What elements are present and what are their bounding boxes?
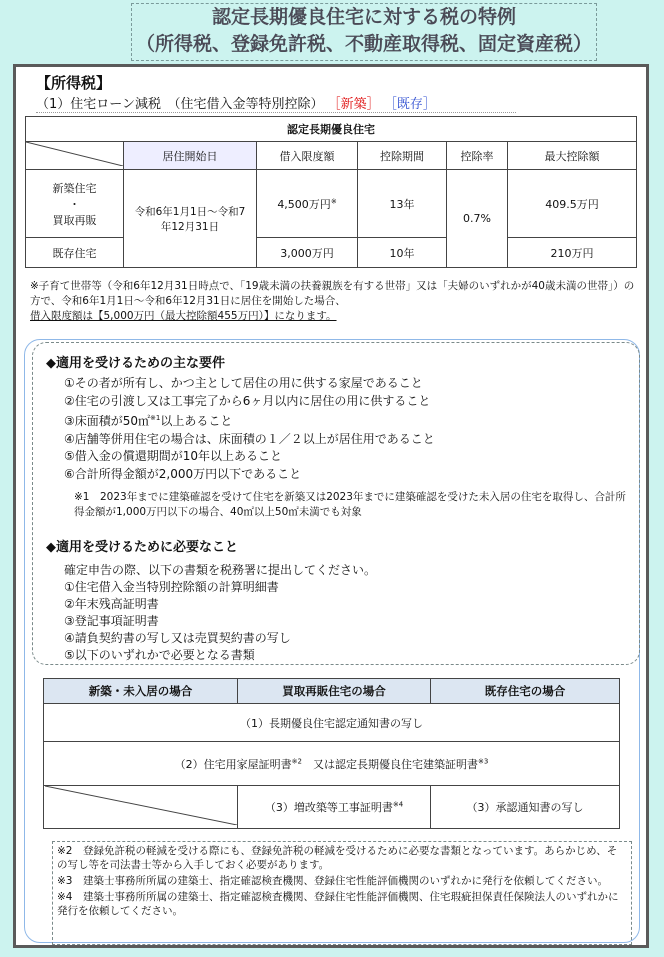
page-title <box>131 3 597 61</box>
loan-heading <box>36 93 516 113</box>
footnotes-box <box>52 841 632 945</box>
new-limit: 4,500万円※ <box>257 170 358 238</box>
requirements-list <box>64 375 435 483</box>
documents-list <box>64 562 376 664</box>
childcare-note-underline: 借入限度額は【5,000万円（最大控除額455万円）】になります。 <box>30 310 337 322</box>
diagonal-line <box>26 142 123 166</box>
header-new: 新築・未入居の場合 <box>44 679 238 704</box>
footnote-2: ※2 登録免許税の軽減を受ける際にも、登録免許税の軽減を受けるために必要な書類となっています。あらかじめ、その写し等を司法書士等から入手しておく必要があります。 <box>57 845 618 871</box>
new-period: 13年 <box>358 170 447 238</box>
list-item: ⑤以下のいずれかで必要となる書類 <box>64 648 255 662</box>
loan-label: （1）住宅ローン減税 （住宅借入金等特別控除） <box>36 97 324 112</box>
new-max: 409.5万円 <box>508 170 637 238</box>
documents-heading: ◆適用を受けるために必要なこと <box>46 540 238 555</box>
list-item: ①その者が所有し、かつ主として居住の用に供する家屋であること <box>64 376 423 390</box>
footnote-3: ※3 建築士事務所所属の建築士、指定確認検査機関、登録住宅性能評価機関のいずれかに発行を依頼してください。 <box>57 875 608 887</box>
documents-intro: 確定申告の際、以下の書類を税務署に提出してください。 <box>64 563 377 577</box>
header-date: 居住開始日 <box>124 142 257 170</box>
header-max: 最大控除額 <box>508 142 637 170</box>
header-resale: 買取再販住宅の場合 <box>238 679 431 704</box>
rate-cell: 0.7% <box>447 170 508 268</box>
header-existing: 既存住宅の場合 <box>431 679 620 704</box>
doc-row-3b: （3）承認通知書の写し <box>431 786 620 829</box>
list-item: ④店舗等併用住宅の場合は、床面積の１／２以上が居住用であること <box>64 431 435 446</box>
list-item: ②年末残高証明書 <box>64 597 159 611</box>
row-exist-label: 既存住宅 <box>26 238 124 268</box>
footnote-1: ※1 2023年までに建築確認を受けて住宅を新築又は2023年までに建築確認を受けた未入居の住宅を取得し、合計所得金額が1,000万円以下の場合、40㎡以上50㎡未満でも対象 <box>74 491 626 518</box>
diagonal-cell <box>44 786 238 829</box>
list-item: ④請負契約書の写し又は売買契約書の写し <box>64 631 291 645</box>
header-rate: 控除率 <box>447 142 508 170</box>
date-cell: 令和6年1月1日～令和7年12月31日 <box>124 170 257 268</box>
list-item: ⑥合計所得金額が2,000万円以下であること <box>64 466 302 481</box>
doc-row-3a: （3）増改築等工事証明書$^{※4}$ <box>238 786 431 829</box>
list-item: ③登記事項証明書 <box>64 614 159 628</box>
title-line1: 認定長期優良住宅に対する税の特例 <box>211 6 516 28</box>
list-item: ②住宅の引渡し又は工事完了から6ヶ月以内に居住の用に供すること <box>64 393 431 408</box>
header-limit: 借入限度額 <box>257 142 358 170</box>
list-item: ③床面積が50㎡$^{※1}$以上あること <box>64 414 233 428</box>
exist-limit: 3,000万円 <box>257 238 358 268</box>
list-item: ⑤借入金の償還期間が10年以上あること <box>64 449 283 463</box>
new-tag: ［新築］ <box>327 97 380 112</box>
row-new-label: 新築住宅 ・ 買取再販 <box>26 170 124 238</box>
doc-row-2: （2）住宅用家屋証明書$^{※2}$ 又は認定長期優良住宅建築証明書$^{※3}$ <box>44 742 620 786</box>
title-line2: （所得税、登録免許税、不動産取得税、固定資産税） <box>135 33 592 55</box>
footnote-4: ※4 建築士事務所所属の建築士、指定確認検査機関、登録住宅性能評価機関、住宅瑕疵担保責任保険法人のいずれかに発行を依頼してください。 <box>57 891 619 917</box>
list-item: ①住宅借入金当特別控除額の計算明細書 <box>64 580 279 594</box>
section-heading: 【所得税】 <box>36 74 112 92</box>
existing-tag: ［既存］ <box>383 97 436 112</box>
exist-period: 10年 <box>358 238 447 268</box>
diagonal-cell <box>26 142 124 170</box>
childcare-note: ※子育て世帯等（令和6年12月31日時点で、「19歳未満の扶養親族を有する世帯」又は「夫婦のいずれかが40歳未満の世帯」）の方で、令和6年1月1日～令和6年12月31日に居住を開始した場合、 借入限度額は【5,000万円（最大控除額455万円）】になります。 <box>30 280 635 322</box>
documents-table <box>43 678 620 829</box>
diagonal-line <box>45 786 237 825</box>
exist-max: 210万円 <box>508 238 637 268</box>
table-caption: 認定長期優良住宅 <box>26 117 637 142</box>
doc-row-1: （1）長期優良住宅認定通知書の写し <box>44 704 620 742</box>
header-period: 控除期間 <box>358 142 447 170</box>
tax-table <box>25 116 637 268</box>
requirements-heading: ◆適用を受けるための主な要件 <box>46 356 225 371</box>
